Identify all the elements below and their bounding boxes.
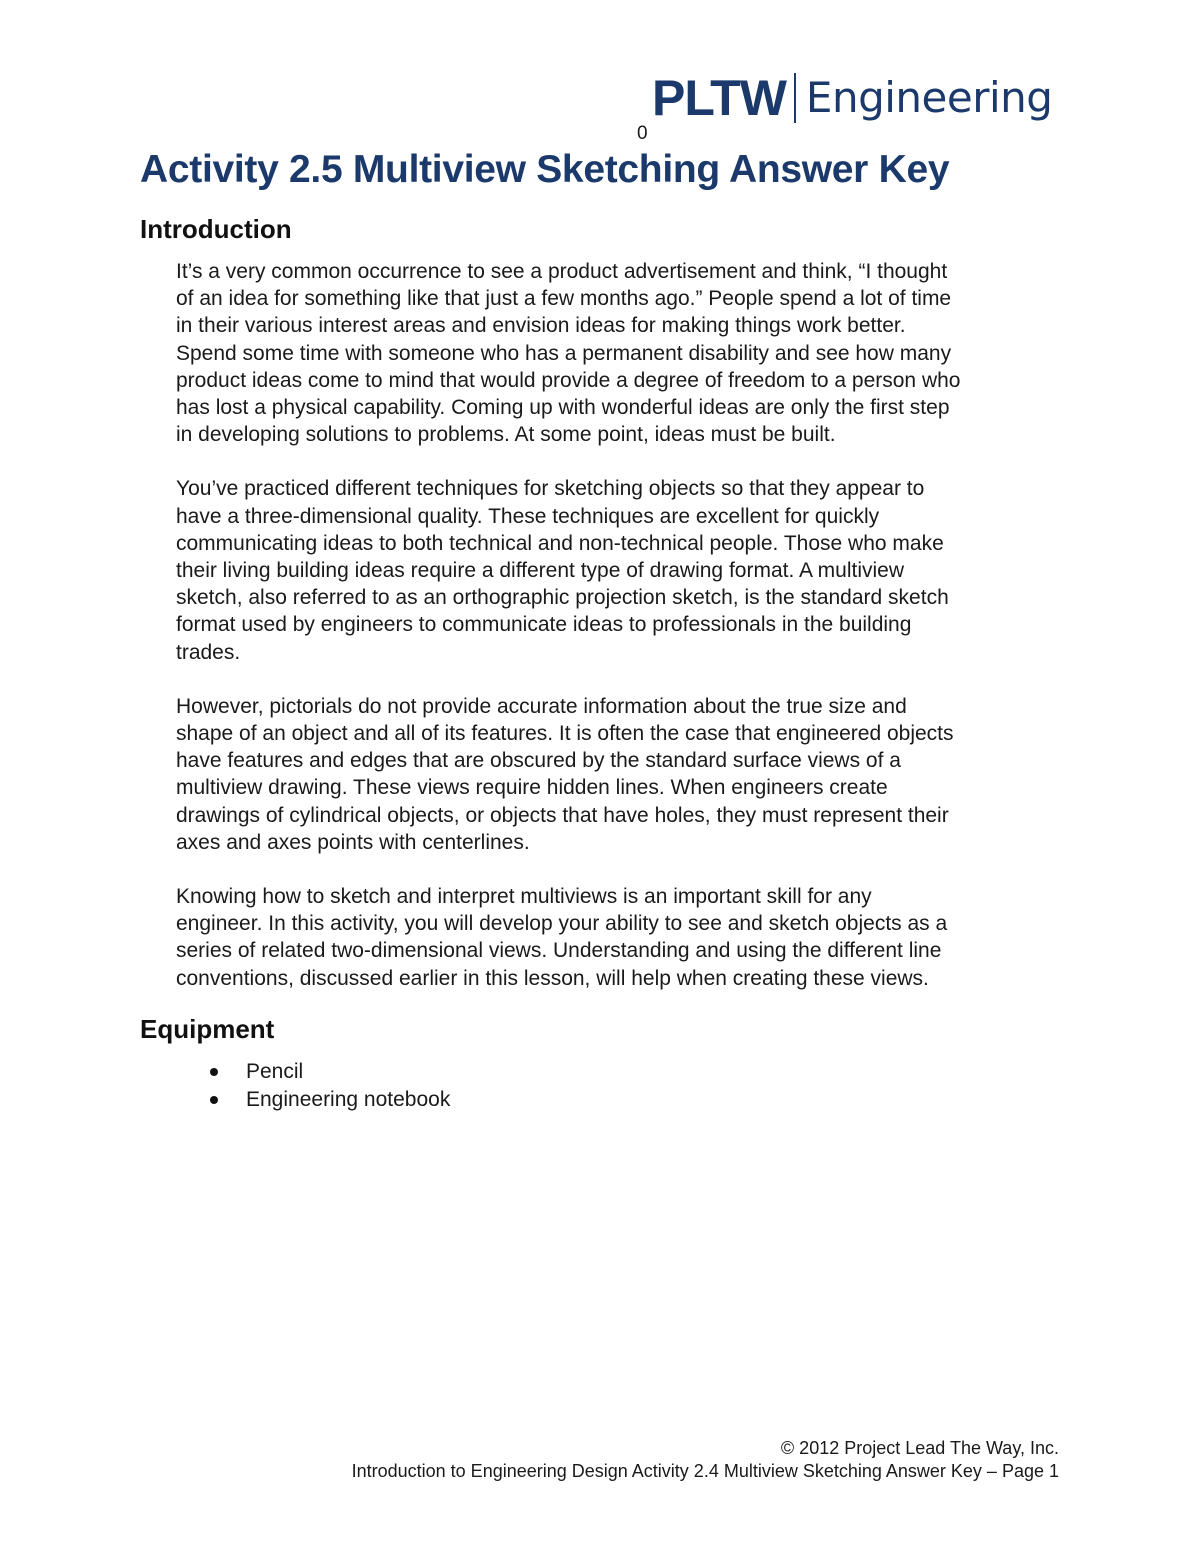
intro-paragraph-1 <box>176 258 1076 448</box>
text-line: their living building ideas require a different type of drawing format. A multiview <box>176 559 904 583</box>
logo-program: Engineering <box>805 73 1053 122</box>
footer-copyright: © 2012 Project Lead The Way, Inc. <box>780 1438 1059 1458</box>
text-line: It’s a very common occurrence to see a product advertisement and think, “I thought <box>176 260 948 283</box>
text-line: conventions, discussed earlier in this lesson, will help when creating these views. <box>176 966 929 990</box>
intro-paragraph-2 <box>176 475 1076 665</box>
text-line: trades. <box>176 640 241 664</box>
text-line: have features and edges that are obscured by the standard surface views of a <box>176 749 901 773</box>
text-line: Knowing how to sketch and interpret multiviews is an important skill for any <box>176 885 872 909</box>
bullet-icon <box>210 1068 218 1076</box>
introduction-body <box>176 258 1076 1019</box>
text-line: multiview drawing. These views require hidden lines. When engineers create <box>176 776 888 800</box>
bullet-icon <box>210 1096 218 1104</box>
list-item <box>210 1086 450 1114</box>
text-line: You’ve practiced different techniques for sketching objects so that they appear to <box>176 477 925 501</box>
footer-course-line: Introduction to Engineering Design Activity 2.4 Multiview Sketching Answer Key – Page 1 <box>351 1461 1059 1481</box>
text-line: in their various interest areas and envision ideas for making things work better. <box>176 314 906 338</box>
text-line: has lost a physical capability. Coming up with wonderful ideas are only the first step <box>176 396 950 420</box>
text-line: sketch, also referred to as an orthographic projection sketch, is the standard sketch <box>176 586 949 610</box>
text-line: shape of an object and all of its features. It is often the case that engineered objects <box>176 722 954 746</box>
page-footer <box>352 1437 1059 1483</box>
text-line: drawings of cylindrical objects, or objects that have holes, they must represent their <box>176 803 949 827</box>
text-line: have a three-dimensional quality. These techniques are excellent for quickly <box>176 504 880 528</box>
pltw-engineering-logo <box>652 70 1052 126</box>
logo-brand: PLTW <box>652 70 786 126</box>
text-line: However, pictorials do not provide accurate information about the true size and <box>176 694 907 718</box>
intro-paragraph-4 <box>176 883 1076 992</box>
text-line: format used by engineers to communicate ideas to professionals in the building <box>176 613 912 637</box>
text-line: engineer. In this activity, you will develop your ability to see and sketch objects as a <box>176 912 948 936</box>
equipment-list <box>210 1058 450 1113</box>
text-line: Spend some time with someone who has a permanent disability and see how many <box>176 341 952 365</box>
logo-divider <box>794 73 796 123</box>
intro-paragraph-3 <box>176 693 1076 856</box>
text-line: series of related two-dimensional views. Understanding and using the different line <box>176 939 942 963</box>
introduction-heading: Introduction <box>140 214 292 244</box>
document-title: Activity 2.5 Multiview Sketching Answer Key <box>140 148 950 191</box>
text-line: in developing solutions to problems. At some point, ideas must be built. <box>176 423 836 447</box>
equipment-heading: Equipment <box>140 1014 275 1044</box>
text-line: product ideas come to mind that would provide a degree of freedom to a person who <box>176 368 961 392</box>
text-line: communicating ideas to both technical and non-technical people. Those who make <box>176 531 944 555</box>
equipment-item-label: Engineering notebook <box>246 1087 451 1111</box>
page-marker: 0 <box>637 123 648 144</box>
equipment-item-label: Pencil <box>246 1060 304 1083</box>
text-line: axes and axes points with centerlines. <box>176 830 530 854</box>
text-line: of an idea for something like that just a few months ago.” People spend a lot of time <box>176 287 952 311</box>
list-item <box>210 1058 450 1086</box>
